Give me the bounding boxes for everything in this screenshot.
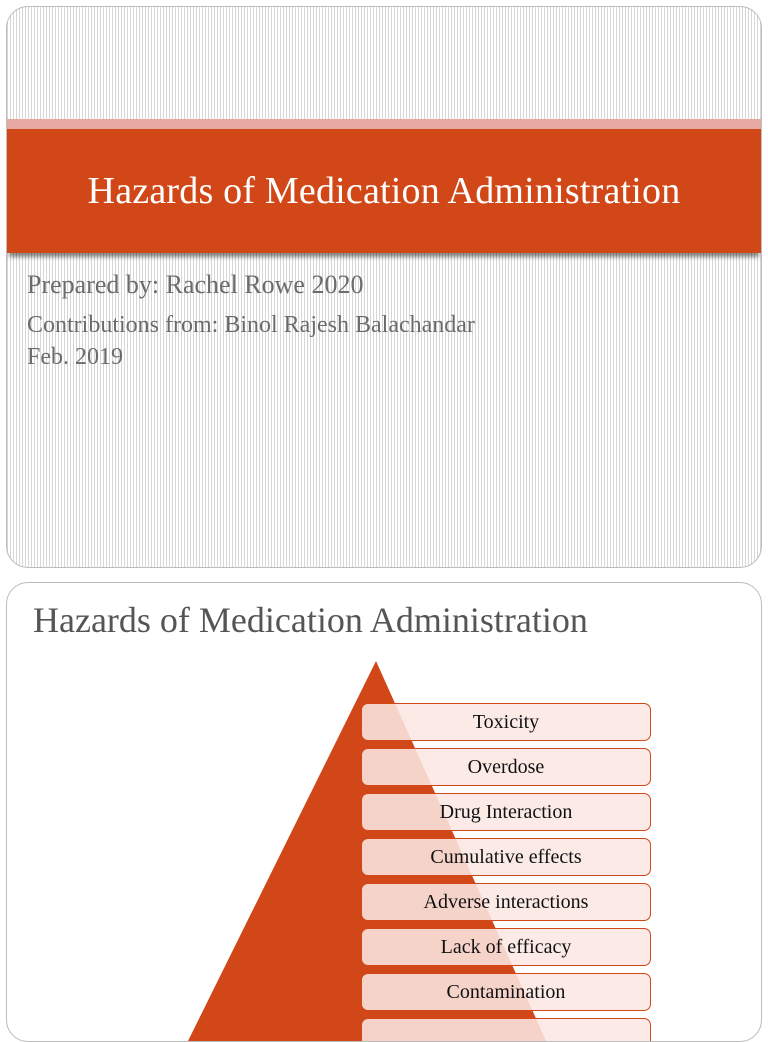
date-text: Feb. 2019 bbox=[27, 344, 123, 370]
title-slide bbox=[6, 6, 762, 568]
title-accent-stripe bbox=[7, 119, 761, 129]
pyramid-level-box: Overdose bbox=[361, 748, 651, 786]
contributions-text: Contributions from: Binol Rajesh Balachandar bbox=[27, 312, 475, 338]
title-band bbox=[7, 129, 761, 253]
slide-title: Hazards of Medication Administration bbox=[87, 170, 681, 212]
pyramid-level-box: Toxicity bbox=[361, 703, 651, 741]
pyramid-level-box: Cumulative effects bbox=[361, 838, 651, 876]
pyramid-level-box: Drug Interaction bbox=[361, 793, 651, 831]
slide-title: Hazards of Medication Administration bbox=[33, 600, 588, 640]
prepared-by-text: Prepared by: Rachel Rowe 2020 bbox=[27, 270, 364, 299]
pyramid-level-box: Adverse interactions bbox=[361, 883, 651, 921]
pyramid-level-box: Contamination bbox=[361, 973, 651, 1011]
pyramid-level-box: Lack of efficacy bbox=[361, 928, 651, 966]
pyramid-level-box bbox=[361, 1018, 651, 1042]
content-slide bbox=[6, 582, 762, 1042]
